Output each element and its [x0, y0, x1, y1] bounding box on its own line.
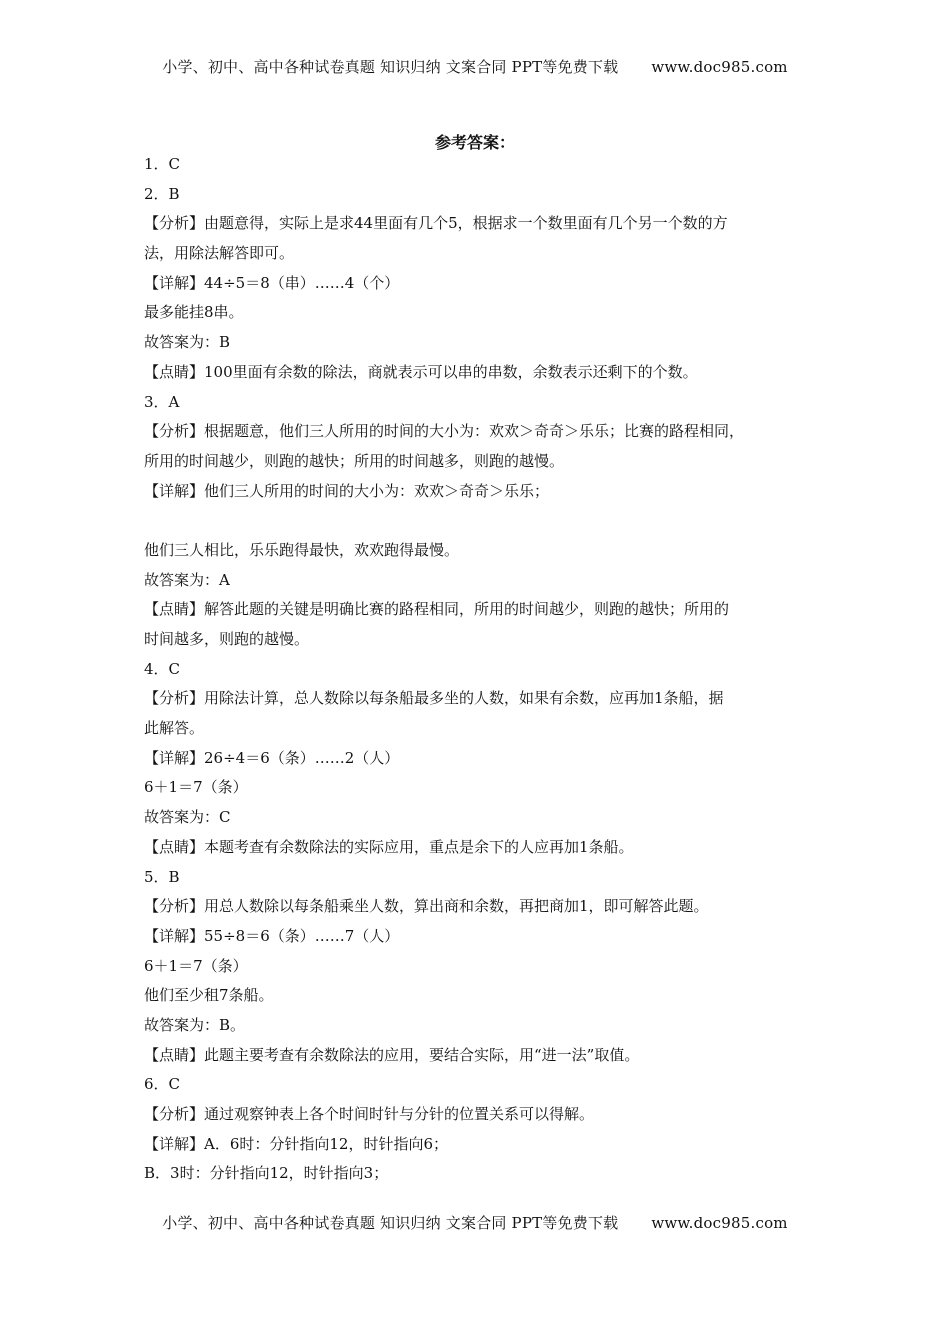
footer-text: 小学、初中、高中各种试卷真题 知识归纳 文案合同 PPT等免费下载 — [162, 1214, 619, 1232]
text-line: 【点睛】此题主要考查有余数除法的应用，要结合实际，用“进一法”取值。 — [144, 1045, 640, 1064]
text-line: 6＋1＝7（条） — [144, 956, 248, 975]
text-line: 6＋1＝7（条） — [144, 778, 248, 797]
text-line: 【分析】根据题意，他们三人所用的时间的大小为：欢欢＞奇奇＞乐乐；比赛的路程相同， — [144, 422, 745, 441]
text-line: 3．A — [144, 392, 180, 411]
text-line: 【分析】用除法计算，总人数除以每条船最多坐的人数，如果有余数，应再加1条船，据 — [144, 689, 724, 708]
text-line: 法，用除法解答即可。 — [144, 244, 295, 263]
text-line: 2．B — [144, 184, 180, 203]
text-line: 故答案为：A — [144, 570, 230, 589]
text-line: 【详解】A．6时：分针指向12，时针指向6； — [144, 1134, 449, 1153]
text-line: 故答案为：C — [144, 808, 231, 827]
text-line: B．3时：分针指向12，时针指向3； — [144, 1164, 389, 1183]
text-line: 5．B — [144, 867, 180, 886]
text-line: 4．C — [144, 659, 181, 678]
text-line: 1．C — [144, 155, 181, 173]
text-line: 所用的时间越少，则跑的越快；所用的时间越多，则跑的越慢。 — [144, 451, 565, 470]
header-site-link[interactable]: www.doc985.com — [651, 58, 788, 76]
text-line: 6．C — [144, 1075, 181, 1094]
text-line: 时间越多，则跑的越慢。 — [144, 630, 310, 648]
footer-site-link[interactable]: www.doc985.com — [651, 1214, 788, 1232]
blank-line — [144, 506, 808, 536]
text-line: 故答案为：B — [144, 333, 231, 352]
text-line: 【分析】用总人数除以每条船乘坐人数，算出商和余数，再把商加1，即可解答此题。 — [144, 897, 709, 916]
text-line: 【详解】26÷4＝6（条）……2（人） — [144, 748, 400, 767]
text-line: 【详解】55÷8＝6（条）……7（人） — [144, 926, 400, 945]
header-text: 小学、初中、高中各种试卷真题 知识归纳 文案合同 PPT等免费下载 — [162, 58, 619, 76]
page-footer — [0, 1212, 950, 1233]
text-line: 此解答。 — [144, 719, 205, 738]
text-line: 他们至少租7条船。 — [144, 986, 274, 1005]
answer-content — [144, 150, 808, 1189]
text-line: 【点睛】100里面有余数的除法，商就表示可以串的串数，余数表示还剩下的个数。 — [144, 362, 698, 381]
page-title: 参考答案： — [434, 133, 515, 152]
text-line: 【分析】通过观察钟表上各个时间时针与分针的位置关系可以得解。 — [144, 1105, 595, 1123]
text-line: 【详解】他们三人所用的时间的大小为：欢欢＞奇奇＞乐乐； — [144, 481, 550, 500]
text-line: 【详解】44÷5＝8（串）……4（个） — [144, 273, 400, 292]
text-line: 故答案为：B。 — [144, 1015, 246, 1034]
text-line: 【点睛】本题考查有余数除法的实际应用，重点是余下的人应再加1条船。 — [144, 837, 634, 856]
text-line: 最多能挂8串。 — [144, 303, 244, 322]
text-line: 他们三人相比，乐乐跑得最快，欢欢跑得最慢。 — [144, 540, 460, 559]
text-line: 【点睛】解答此题的关键是明确比赛的路程相同，所用的时间越少，则跑的越快；所用的 — [144, 600, 730, 619]
text-line: 【分析】由题意得，实际上是求44里面有几个5，根据求一个数里面有几个另一个数的方 — [144, 214, 728, 233]
page-header — [0, 56, 950, 77]
